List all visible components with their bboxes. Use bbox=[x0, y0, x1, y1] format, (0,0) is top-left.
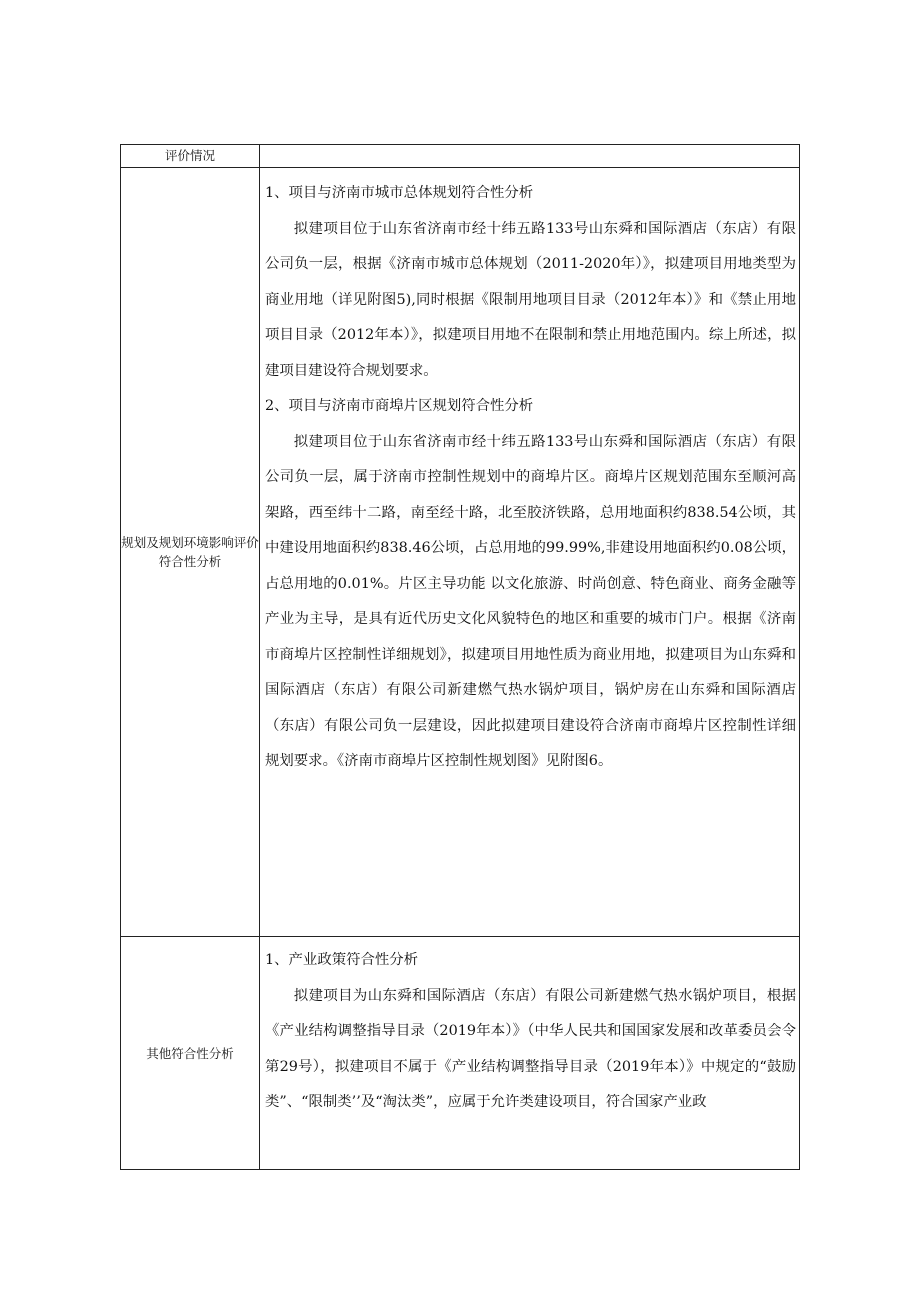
section-body: 拟建项目为山东舜和国际酒店（东店）有限公司新建燃气热水锅炉项目，根据《产业结构调整指导目录（2019年本）》（中华人民共和国国家发展和改革委员会令第29号），拟建项目不属于《产业结构调整指导目录（2019年本）》中规定的“鼓励类”、“限制类’’及“淘汰类”，应属于允许类建设项目，符合国家产业政 bbox=[265, 987, 796, 1110]
section-heading: 1、产业政策符合性分析 bbox=[265, 952, 419, 968]
header-cell-label: 评价情况 bbox=[121, 145, 260, 168]
row-label-other: 其他符合性分析 bbox=[121, 937, 260, 1170]
section-body: 拟建项目位于山东省济南市经十纬五路133号山东舜和国际酒店（东店）有限公司负一层，根据《济南市城市总体规划（2011-2020年）》，拟建项目用地类型为商业用地（详见附图5),同时根据《限制用地项目目录（2012年本）》和《禁止用地项目目录（2012年本）》，拟建项目用地不在限制和禁止用地范围内。综上所述，拟建项目建设符合规划要求。 bbox=[265, 220, 796, 379]
header-cell-content bbox=[260, 145, 800, 168]
section-heading: 2、项目与济南市商埠片区规划符合性分析 bbox=[265, 398, 534, 414]
table-row-planning bbox=[121, 168, 800, 937]
section-body: 拟建项目位于山东省济南市经十纬五路133号山东舜和国际酒店（东店）有限公司负一层，属于济南市控制性规划中的商埠片区。商埠片区规划范围东至顺河高架路，西至纬十二路，南至经十路，北至胶济铁路，总用地面积约838.54公顷，其中建设用地面积约838.46公顷，占总用地的99.99%,非建设用地面积约0.08公顷，占总用地的0.01%。片区主导功能 以文化旅游、时尚创意、特色商业、商务金融等产业为主导，是具有近代历史文化风貌特色的地区和重要的城市门户。根据《济南市商埠片区控制性详细规划》，拟建项目用地性质为商业用地，拟建项目为山东舜和国际酒店（东店）有限公司新建燃气热水锅炉项目，锅炉房在山东舜和国际酒店（东店）有限公司负一层建设，因此拟建项目建设符合济南市商埠片区控制性详细规划要求。《济南市商埠片区控制性规划图》见附图6。 bbox=[265, 433, 796, 769]
evaluation-table bbox=[120, 144, 800, 1170]
row-label-planning: 规划及规划环境影响评价符合性分析 bbox=[121, 168, 260, 937]
section-heading: 1、项目与济南市城市总体规划符合性分析 bbox=[265, 185, 534, 201]
row-content-planning bbox=[260, 168, 800, 937]
table-row-other bbox=[121, 937, 800, 1170]
row-content-other bbox=[260, 937, 800, 1170]
table-header-row bbox=[121, 145, 800, 168]
